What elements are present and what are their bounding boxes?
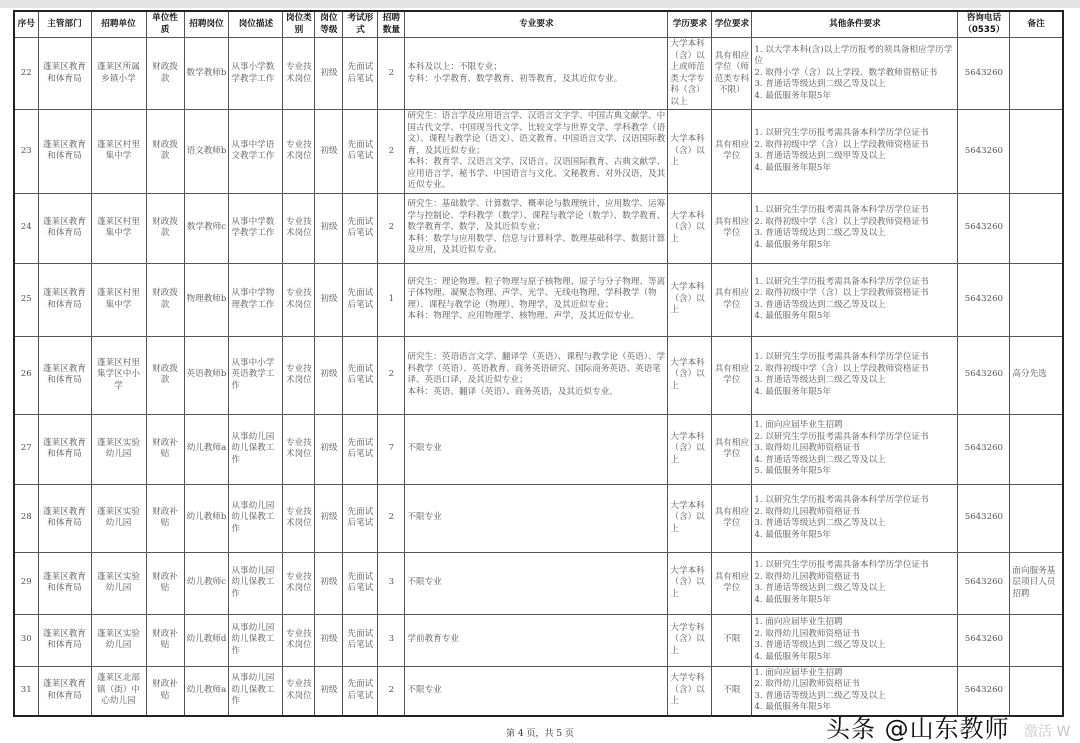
cell-count: 2: [378, 666, 405, 716]
cell-note: [1010, 484, 1063, 552]
major-line: 研究生：理论物理、粒子物理与原子核物理、原子与分子物理、等离子体物理、凝聚态物理、声学、光学、无线电物理、学科教学（物理）、课程与教学论（物理）、物理学，及其近似专业；: [407, 276, 666, 310]
cell-level: 初级: [315, 263, 343, 336]
cell-type: 专业技术岗位: [283, 110, 315, 194]
table-row: [14, 263, 1063, 336]
column-header: 岗位类别: [283, 11, 315, 38]
cell-note: [1010, 110, 1063, 194]
other-line: 4. 最低服务年限5年: [754, 311, 831, 321]
cell-level: 初级: [315, 552, 343, 614]
cell-dept: 蓬莱区教育和体育局: [38, 263, 91, 336]
cell-level: 初级: [315, 110, 343, 194]
other-line: 3. 普通话等级达到二级乙等及以上: [754, 79, 886, 90]
cell-nature: 财政拨款: [146, 110, 184, 194]
cell-edu: 大学本科（含）以上: [668, 263, 712, 336]
table-row: [14, 614, 1063, 666]
column-header: 学位要求: [712, 11, 752, 38]
cell-desc: 从事幼儿园幼儿保教工作: [229, 614, 283, 666]
cell-no: 22: [14, 38, 38, 110]
other-line: 1. 以研究生学历报考需具备本科学历学位证书: [754, 560, 929, 570]
cell-degree: 具有相应学位: [712, 484, 752, 552]
column-header: 其他条件要求: [752, 11, 958, 38]
page-footer: 第 4 页，共 5 页: [506, 729, 574, 739]
cell-major: [405, 110, 668, 194]
other-line: 2. 取得幼儿园教师资格证书: [754, 628, 860, 639]
cell-degree: 具有相应学位: [712, 110, 752, 194]
cell-exam: 先面试后笔试: [343, 336, 378, 414]
cell-level: 初级: [315, 38, 343, 110]
cell-no: 24: [14, 193, 38, 263]
major-line: 本科：物理学、应用物理学、核物理、声学，及其近似专业。: [407, 311, 640, 321]
cell-no: 27: [14, 414, 38, 484]
cell-desc: 从事幼儿园幼儿保教工作: [229, 666, 283, 716]
cell-phone: 5643260: [958, 666, 1010, 716]
table-row: [14, 38, 1063, 110]
cell-unit: 蓬莱区村里集学区中小学: [91, 336, 146, 414]
cell-other: [752, 614, 958, 666]
other-line: 2. 以研究生学历报考需具备本科学历学位证书: [754, 431, 929, 442]
cell-dept: 蓬莱区教育和体育局: [38, 614, 91, 666]
cell-other: [752, 484, 958, 552]
other-line: 2. 取得幼儿园教师资格证书: [754, 679, 860, 689]
major-line: 不限专业: [407, 577, 442, 588]
cell-unit: 蓬莱区实验幼儿园: [91, 484, 146, 552]
cell-dept: 蓬莱区教育和体育局: [38, 110, 91, 194]
cell-major: [405, 552, 668, 614]
cell-major: [405, 666, 668, 716]
cell-exam: 先面试后笔试: [343, 193, 378, 263]
other-line: 4. 最低服务年限5年: [754, 90, 831, 101]
other-line: 2. 取得幼儿园教师资格证书: [754, 571, 860, 582]
cell-other: [752, 38, 958, 110]
cell-note: [1010, 614, 1063, 666]
cell-degree: 具有相应学位: [712, 414, 752, 484]
cell-level: 初级: [315, 666, 343, 716]
cell-note: [1010, 263, 1063, 336]
cell-count: 1: [378, 263, 405, 336]
other-line: 1. 以研究生学历报考需具备本科学历学位证书: [754, 495, 929, 505]
cell-exam: 先面试后笔试: [343, 38, 378, 110]
cell-dept: 蓬莱区教育和体育局: [38, 193, 91, 263]
cell-count: 3: [378, 552, 405, 614]
other-line: 4. 最低服务年限5年: [754, 702, 831, 712]
cell-degree: 具有相应学位: [712, 193, 752, 263]
table-row: [14, 484, 1063, 552]
cell-count: 2: [378, 484, 405, 552]
cell-edu: 大学专科（含）以上: [668, 614, 712, 666]
column-header: 单位性质: [146, 11, 184, 38]
cell-unit: 蓬莱区村里集中学: [91, 193, 146, 263]
cell-edu: 大学本科（含）以上: [668, 484, 712, 552]
cell-phone: 5643260: [958, 336, 1010, 414]
cell-post: 幼儿教师a: [184, 666, 229, 716]
other-line: 2. 取得初级中学（含）以上学段教师资格证书: [754, 139, 929, 150]
cell-post: 语文教师b: [184, 110, 229, 194]
cell-desc: 从事中小学英语教学工作: [229, 336, 283, 414]
cell-note: [1010, 666, 1063, 716]
cell-desc: 从事幼儿园幼儿保教工作: [229, 484, 283, 552]
cell-type: 专业技术岗位: [283, 193, 315, 263]
cell-desc: 从事中学语文教学工作: [229, 110, 283, 194]
cell-no: 31: [14, 666, 38, 716]
cell-post: 幼儿教师b: [184, 484, 229, 552]
cell-note: [1010, 414, 1063, 484]
cell-count: 2: [378, 193, 405, 263]
table-header-row: [14, 11, 1063, 38]
cell-dept: 蓬莱区教育和体育局: [38, 666, 91, 716]
column-header: 学历要求: [668, 11, 712, 38]
other-line: 1. 以研究生学历报考需具备本科学历学位证书: [754, 352, 929, 362]
cell-nature: 财政补贴: [146, 414, 184, 484]
cell-phone: 5643260: [958, 414, 1010, 484]
cell-type: 专业技术岗位: [283, 484, 315, 552]
other-line: 2. 取得初级中学（含）以上学段教师资格证书: [754, 363, 929, 374]
cell-nature: 财政补贴: [146, 552, 184, 614]
cell-dept: 蓬莱区教育和体育局: [38, 414, 91, 484]
cell-note: 高分先选: [1010, 336, 1063, 414]
other-line: 1. 以研究生学历报考需具备本科学历学位证书: [754, 128, 929, 139]
other-line: 4. 最低服务年限5年: [754, 529, 831, 540]
cell-post: 数学教师b: [184, 38, 229, 110]
major-line: 不限专业: [407, 512, 442, 523]
major-line: 研究生：英语语言文学、翻译学（英语）、课程与教学论（英语）、学科教学（英语）、英语教育、商务英语研究、国际商务英语、英语笔译、英语口译，及其近似专业；: [407, 352, 666, 385]
cell-level: 初级: [315, 193, 343, 263]
major-line: 不限专业: [407, 443, 442, 454]
cell-post: 数学教师c: [184, 193, 229, 263]
other-line: 3. 普通话等级达到二级乙等及以上: [754, 518, 886, 528]
major-line: 研究生：基础数学、计算数学、概率论与数理统计、应用数学、运筹学与控制论、学科教学（数学）、课程与教学论（数学）、数学教育、数学教育学、数学，及其近似专业；: [407, 199, 666, 233]
cell-major: [405, 414, 668, 484]
other-line: 1. 以研究生学历报考需具备本科学历学位证书: [754, 205, 929, 215]
cell-major: [405, 484, 668, 552]
cell-type: 专业技术岗位: [283, 336, 315, 414]
cell-nature: 财政拨款: [146, 193, 184, 263]
cell-note: [1010, 193, 1063, 263]
cell-edu: 大学本科（含）以上: [668, 110, 712, 194]
other-line: 4. 最低服务年限5年: [754, 386, 831, 397]
column-header: 考试形式: [343, 11, 378, 38]
cell-other: [752, 666, 958, 716]
cell-dept: 蓬莱区教育和体育局: [38, 336, 91, 414]
other-line: 1. 面向应届毕业生招聘: [754, 667, 843, 678]
column-header: 岗位描述: [229, 11, 283, 38]
cell-level: 初级: [315, 614, 343, 666]
cell-edu: 大学本科（含）以上: [668, 552, 712, 614]
cell-other: [752, 263, 958, 336]
table-row: [14, 552, 1063, 614]
table-row: [14, 414, 1063, 484]
cell-edu: 大学本科（含）以上: [668, 414, 712, 484]
other-line: 3. 普通话等级达到二级乙等及以上: [754, 640, 886, 650]
cell-other: [752, 193, 958, 263]
cell-count: 3: [378, 614, 405, 666]
column-header: 咨询电话（0535）: [958, 11, 1010, 38]
cell-desc: 从事中学数学教学工作: [229, 193, 283, 263]
column-header: 备注: [1010, 11, 1063, 38]
cell-level: 初级: [315, 336, 343, 414]
major-line: 专科：小学教育、数学教育、初等教育，及其近似专业。: [407, 73, 623, 84]
cell-count: 2: [378, 336, 405, 414]
cell-major: [405, 614, 668, 666]
other-line: 2. 取得初级中学（含）以上学段教师资格证书: [754, 216, 929, 227]
cell-exam: 先面试后笔试: [343, 414, 378, 484]
column-header: 专业要求: [405, 11, 668, 38]
cell-exam: 先面试后笔试: [343, 263, 378, 336]
activate-hint: 激活 W: [1024, 724, 1071, 740]
cell-unit: 蓬莱区村里集中学: [91, 263, 146, 336]
cell-major: [405, 263, 668, 336]
cell-type: 专业技术岗位: [283, 552, 315, 614]
cell-no: 23: [14, 110, 38, 194]
cell-unit: 蓬莱区北部镇（街）中心幼儿园: [91, 666, 146, 716]
major-line: 学前教育专业: [407, 634, 459, 645]
cell-edu: 大学本科（含）以上或师范类大学专科（含）以上: [668, 38, 712, 110]
cell-desc: 从事幼儿园幼儿保教工作: [229, 414, 283, 484]
cell-phone: 5643260: [958, 110, 1010, 194]
other-line: 3. 普通话等级达到二级乙等及以上: [754, 583, 886, 593]
cell-no: 28: [14, 484, 38, 552]
cell-no: 25: [14, 263, 38, 336]
cell-level: 初级: [315, 484, 343, 552]
cell-post: 物理教师b: [184, 263, 229, 336]
cell-note: [1010, 38, 1063, 110]
cell-dept: 蓬莱区教育和体育局: [38, 552, 91, 614]
watermark: 头条 @山东教师: [826, 715, 1010, 743]
other-line: 3. 普通话等级达到二级甲等及以上: [754, 151, 886, 162]
cell-no: 26: [14, 336, 38, 414]
table-row: [14, 110, 1063, 194]
cell-unit: 蓬莱区实验幼儿园: [91, 552, 146, 614]
other-line: 3. 取得幼儿园教师资格证书: [754, 443, 860, 454]
cell-other: [752, 552, 958, 614]
cell-edu: 大学本科（含）以上: [668, 336, 712, 414]
other-line: 4. 普通话等级达到二级乙等及以上: [754, 454, 886, 465]
cell-no: 29: [14, 552, 38, 614]
cell-exam: 先面试后笔试: [343, 666, 378, 716]
other-line: 4. 最低服务年限5年: [754, 162, 831, 173]
cell-phone: 5643260: [958, 484, 1010, 552]
cell-other: [752, 336, 958, 414]
cell-major: [405, 336, 668, 414]
table-row: [14, 666, 1063, 716]
cell-desc: 从事小学数学教学工作: [229, 38, 283, 110]
other-line: 2. 取得初级中学（含）以上学段教师资格证书: [754, 288, 929, 298]
table-row: [14, 336, 1063, 414]
cell-post: 幼儿教师d: [184, 614, 229, 666]
cell-major: [405, 193, 668, 263]
cell-nature: 财政拨款: [146, 336, 184, 414]
other-line: 3. 普通话等级达到二级乙等及以上: [754, 228, 886, 238]
top-band: [0, 0, 1080, 8]
recruitment-table: [13, 10, 1064, 717]
cell-post: 幼儿教师c: [184, 552, 229, 614]
cell-exam: 先面试后笔试: [343, 484, 378, 552]
cell-degree: 具有相应学位: [712, 336, 752, 414]
other-line: 3. 普通话等级达到二级乙等及以上: [754, 375, 886, 385]
cell-degree: 不限: [712, 614, 752, 666]
cell-phone: 5643260: [958, 614, 1010, 666]
major-line: 本科：英语、翻译（英语）、商务英语，及其近似专业。: [407, 386, 618, 397]
other-line: 4. 最低服务年限5年: [754, 239, 831, 250]
other-line: 5. 最低服务年限5年: [754, 466, 831, 477]
column-header: 招聘数量: [378, 11, 405, 38]
other-line: 1. 以研究生学历报考需具备本科学历学位证书: [754, 276, 929, 287]
cell-type: 专业技术岗位: [283, 666, 315, 716]
cell-unit: 蓬莱区所属乡镇小学: [91, 38, 146, 110]
cell-degree: 具有相应学位: [712, 552, 752, 614]
cell-other: [752, 110, 958, 194]
cell-count: 2: [378, 110, 405, 194]
major-line: 研究生：语言学及应用语言学、汉语言文字学、中国古典文献学、中国古代文学、中国现当代文学、比较文学与世界文学、学科教学（语文）、课程与教学论（语文）、语文教育、中国语言文学、汉语国际教育，及其近似专业；: [407, 111, 666, 156]
other-line: 1. 面向应届毕业生招聘: [754, 617, 843, 627]
cell-type: 专业技术岗位: [283, 263, 315, 336]
cell-unit: 蓬莱区实验幼儿园: [91, 614, 146, 666]
column-header: 招聘岗位: [184, 11, 229, 38]
other-line: 2. 取得幼儿园教师资格证书: [754, 506, 860, 517]
other-line: 4. 最低服务年限5年: [754, 594, 831, 605]
cell-major: [405, 38, 668, 110]
cell-phone: 5643260: [958, 38, 1010, 110]
cell-dept: 蓬莱区教育和体育局: [38, 38, 91, 110]
cell-no: 30: [14, 614, 38, 666]
other-line: 1. 以大学本科(含)以上学历报考的须具备相应学历学位: [754, 44, 953, 67]
cell-phone: 5643260: [958, 263, 1010, 336]
cell-exam: 先面试后笔试: [343, 614, 378, 666]
cell-degree: 具有相应学位（师范类专科不限）: [712, 38, 752, 110]
cell-count: 2: [378, 38, 405, 110]
column-header: 主管部门: [38, 11, 91, 38]
cell-nature: 财政补贴: [146, 614, 184, 666]
cell-degree: 具有相应学位: [712, 263, 752, 336]
cell-level: 初级: [315, 414, 343, 484]
cell-unit: 蓬莱区村里集中学: [91, 110, 146, 194]
major-line: 本科：数学与应用数学、信息与计算科学、数理基础科学、数据计算及应用，及其近似专业。: [407, 233, 666, 256]
cell-dept: 蓬莱区教育和体育局: [38, 484, 91, 552]
cell-post: 英语教师b: [184, 336, 229, 414]
major-line: 不限专业: [407, 684, 442, 695]
cell-degree: 不限: [712, 666, 752, 716]
cell-unit: 蓬莱区实验幼儿园: [91, 414, 146, 484]
major-line: 本科及以上：不限专业；: [407, 62, 502, 72]
cell-exam: 先面试后笔试: [343, 110, 378, 194]
cell-desc: 从事中学物理教学工作: [229, 263, 283, 336]
other-line: 3. 普通话等级达到二级乙等及以上: [754, 690, 886, 701]
cell-count: 7: [378, 414, 405, 484]
cell-type: 专业技术岗位: [283, 38, 315, 110]
cell-note: 面向服务基层项目人员招聘: [1010, 552, 1063, 614]
cell-other: [752, 414, 958, 484]
other-line: 4. 最低服务年限5年: [754, 651, 831, 662]
cell-edu: 大学专科（含）以上: [668, 666, 712, 716]
cell-type: 专业技术岗位: [283, 614, 315, 666]
column-header: 序号: [14, 11, 38, 38]
cell-phone: 5643260: [958, 552, 1010, 614]
cell-post: 幼儿教师a: [184, 414, 229, 484]
cell-nature: 财政拨款: [146, 263, 184, 336]
other-line: 3. 普通话等级达到二级乙等及以上: [754, 299, 886, 310]
cell-exam: 先面试后笔试: [343, 552, 378, 614]
cell-edu: 大学本科（含）以上: [668, 193, 712, 263]
other-line: 2. 取得小学（含）以上学段、数学教师资格证书: [754, 67, 938, 78]
table-row: [14, 193, 1063, 263]
column-header: 招聘单位: [91, 11, 146, 38]
column-header: 岗位等级: [315, 11, 343, 38]
cell-desc: 从事幼儿园幼儿保教工作: [229, 552, 283, 614]
cell-nature: 财政补贴: [146, 484, 184, 552]
other-line: 1. 面向应届毕业生招聘: [754, 420, 843, 431]
cell-phone: 5643260: [958, 193, 1010, 263]
cell-type: 专业技术岗位: [283, 414, 315, 484]
cell-nature: 财政补贴: [146, 666, 184, 716]
major-line: 本科：教育学、汉语言文学、汉语言、汉语国际教育、古典文献学、应用语言学、秘书学、中国语言与文化、文秘教育、对外汉语，及其近似专业。: [407, 157, 666, 190]
cell-nature: 财政拨款: [146, 38, 184, 110]
